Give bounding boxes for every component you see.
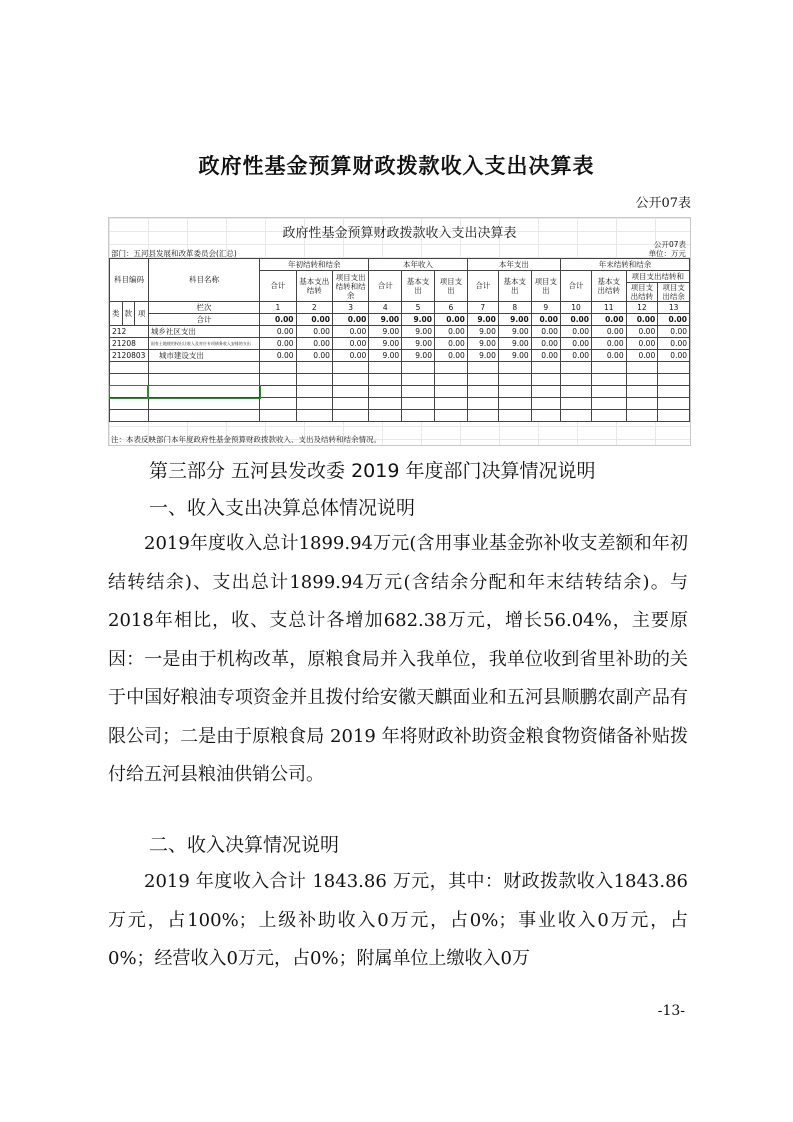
col-num: 2: [296, 302, 332, 314]
header-project-surplus: 项目支出结余: [658, 283, 690, 302]
cell: 0.00: [560, 338, 591, 350]
cell: 0.00: [658, 350, 690, 362]
col-num: 9: [531, 302, 560, 314]
cell: 0.00: [260, 350, 296, 362]
header-kuan: 款: [122, 302, 135, 326]
row-code: 212: [110, 326, 149, 338]
col-num: 8: [498, 302, 531, 314]
row-code: 21208: [110, 338, 149, 350]
table-number: 公开07表: [635, 196, 691, 211]
cell: 0.00: [531, 350, 560, 362]
empty-row: [110, 386, 690, 398]
total-cell: 0.00: [531, 314, 560, 326]
sheet-table-number: 公开07表: [653, 240, 686, 249]
cell: 0.00: [658, 338, 690, 350]
cell: 0.00: [592, 338, 627, 350]
cell: 0.00: [296, 338, 332, 350]
col-num: 1: [260, 302, 296, 314]
header-total: 合计: [560, 271, 591, 302]
col-num: 10: [560, 302, 591, 314]
header-basic-carry: 基本支出结转: [296, 271, 332, 302]
cell: 0.00: [531, 326, 560, 338]
row-name: 城市建设支出: [148, 350, 259, 362]
cell: 9.00: [498, 350, 531, 362]
cell: 0.00: [332, 338, 368, 350]
header-xiang: 项: [135, 302, 149, 326]
cell: 0.00: [626, 326, 658, 338]
cell: 9.00: [402, 350, 435, 362]
header-group-income: 本年收入: [369, 259, 467, 271]
cell: 0.00: [592, 326, 627, 338]
sheet-department: 部门：五河县发展和改革委员会(汇总): [111, 249, 237, 258]
total-cell: 0.00: [296, 314, 332, 326]
cell: 0.00: [296, 350, 332, 362]
total-cell: 0.00: [626, 314, 658, 326]
sheet-title: 政府性基金预算财政拨款收入支出决算表: [282, 226, 517, 241]
col-num: 3: [332, 302, 368, 314]
section1-paragraph: 2019年度收入总计1899.94万元(含用事业基金弥补收支差额和年初结转结余)、支出总计1899.94万元(含结余分配和年末结转结余)。与2018年相比，收、支总计各增加682.38万元，增长56.04%，主要原因：一是由于机构改革，原粮食局并入我单位，我单位收到省里补助的关于中国好粮油专项资金并且拨付给安徽天麒面业和五河县顺鹏农副产品有限公司；二是由于原粮食局 2019 年将财政补助资金粮食物资储备补贴拨付给五河县粮油供销公司。: [108, 533, 688, 785]
cell: 9.00: [369, 326, 402, 338]
cell: 9.00: [467, 326, 498, 338]
col-num: 13: [658, 302, 690, 314]
cell: 0.00: [332, 326, 368, 338]
header-total: 合计: [260, 271, 296, 302]
header-heji: 合计: [148, 314, 259, 326]
part3-title: 第三部分 五河县发改委 2019 年度部门决算情况说明: [149, 460, 596, 482]
total-cell: 9.00: [369, 314, 402, 326]
cell: 0.00: [560, 350, 591, 362]
header-total: 合计: [369, 271, 402, 302]
total-cell: 0.00: [332, 314, 368, 326]
header-basic-exp: 基本支出: [402, 271, 435, 302]
embedded-spreadsheet: [108, 217, 691, 446]
cell: 9.00: [402, 338, 435, 350]
cell: 0.00: [592, 350, 627, 362]
cell: 9.00: [467, 350, 498, 362]
cell: 0.00: [560, 326, 591, 338]
cell: 0.00: [296, 326, 332, 338]
header-project-exp: 项目支出: [434, 271, 467, 302]
cell: 9.00: [498, 326, 531, 338]
col-num: 7: [467, 302, 498, 314]
page-number: -13-: [657, 1003, 685, 1019]
col-num: 11: [592, 302, 627, 314]
col-num: 5: [402, 302, 435, 314]
total-cell: 0.00: [560, 314, 591, 326]
cell: 0.00: [260, 326, 296, 338]
document-title: 政府性基金预算财政拨款收入支出决算表: [198, 154, 595, 178]
total-cell: 9.00: [467, 314, 498, 326]
total-cell: 9.00: [498, 314, 531, 326]
header-project-sub: 项目支出结转和: [626, 271, 689, 283]
header-basic-exp: 基本支出: [498, 271, 531, 302]
cell: 9.00: [467, 338, 498, 350]
row-code: 2120803: [110, 350, 149, 362]
table-row: [110, 350, 690, 362]
budget-table: [109, 258, 690, 422]
selected-cell[interactable]: [148, 386, 259, 398]
header-project-carry: 项目支出结转: [626, 283, 658, 302]
empty-row: [110, 362, 690, 374]
header-project-carry: 项目支出结转和结余: [332, 271, 368, 302]
cell: 0.00: [626, 350, 658, 362]
header-code: 科目编码: [110, 259, 149, 302]
empty-row: [110, 410, 690, 422]
header-basic-end: 基本支出结转: [592, 271, 627, 302]
cell: 9.00: [498, 338, 531, 350]
cell: 9.00: [369, 338, 402, 350]
section2-title: 二、收入决算情况说明: [149, 834, 340, 856]
cell: 0.00: [658, 326, 690, 338]
cell: 0.00: [332, 350, 368, 362]
section2-paragraph: 2019 年度收入合计 1843.86 万元，其中：财政拨款收入1843.86万元，占100%；上级补助收入0万元，占0%；事业收入0万元，占0%；经营收入0万元，占0%；附属单位上缴收入0万: [108, 871, 688, 969]
header-group-closing: 年末结转和结余: [560, 259, 689, 271]
header-name: 科目名称: [148, 259, 259, 302]
header-group-expense: 本年支出: [467, 259, 560, 271]
table-row: [110, 338, 690, 350]
header-total: 合计: [467, 271, 498, 302]
sheet-note: 注：本表反映部门本年度政府性基金预算财政拨款收入、支出及结转和结余情况。: [111, 435, 381, 444]
cell: 9.00: [369, 350, 402, 362]
table-row: [110, 326, 690, 338]
empty-row: [110, 398, 690, 410]
total-cell: 0.00: [592, 314, 627, 326]
section1-title: 一、收入支出决算总体情况说明: [149, 497, 416, 519]
header-lei: 类: [110, 302, 123, 326]
total-cell: 0.00: [434, 314, 467, 326]
header-group-opening: 年初结转和结余: [260, 259, 369, 271]
col-num: 12: [626, 302, 658, 314]
col-num: 6: [434, 302, 467, 314]
cell: 0.00: [434, 326, 467, 338]
total-cell: 0.00: [658, 314, 690, 326]
col-num: 4: [369, 302, 402, 314]
row-name: 城乡社区支出: [148, 326, 259, 338]
cell: 9.00: [402, 326, 435, 338]
cell: 0.00: [434, 338, 467, 350]
sheet-unit: 单位：万元: [648, 249, 686, 258]
cell: 0.00: [260, 338, 296, 350]
cell: 0.00: [531, 338, 560, 350]
cell: 0.00: [434, 350, 467, 362]
cell: 0.00: [626, 338, 658, 350]
row-name: 国有土地使用权出让收入及对应专项债务收入安排的支出: [148, 338, 259, 350]
header-lanci: 栏次: [148, 302, 259, 314]
empty-row: [110, 374, 690, 386]
total-cell: 9.00: [402, 314, 435, 326]
total-cell: 0.00: [260, 314, 296, 326]
header-project-exp: 项目支出: [531, 271, 560, 302]
